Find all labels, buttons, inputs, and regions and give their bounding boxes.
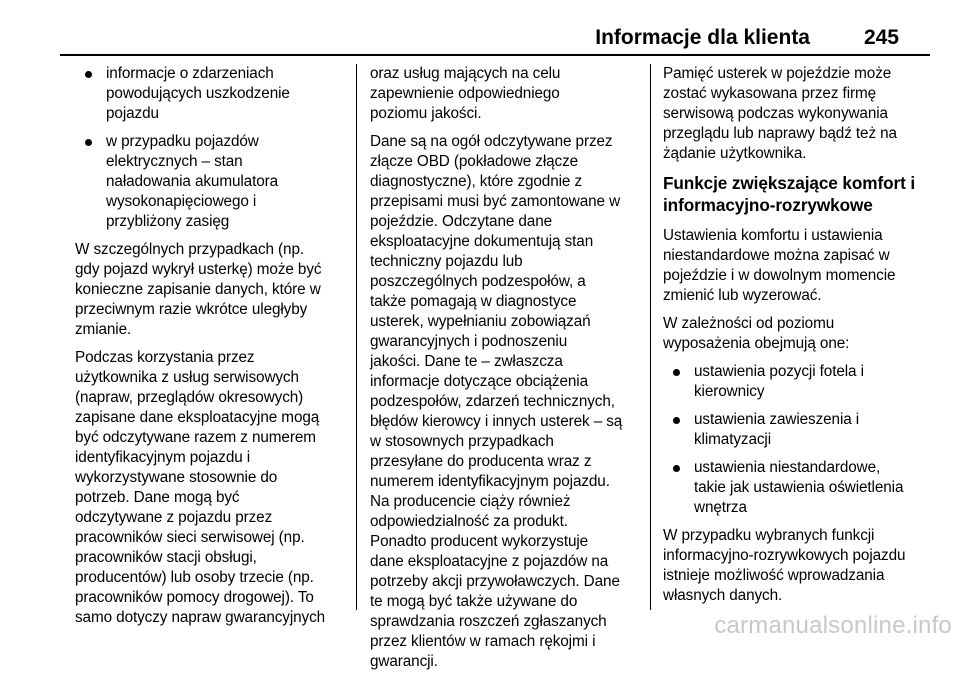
text-line: (napraw, przeglądów okresowych) bbox=[75, 389, 304, 406]
text-line: Pamięć usterek w pojeździe może bbox=[663, 65, 892, 82]
bullet-item bbox=[663, 458, 943, 518]
text-line: eksploatacyjne dokumentują stan bbox=[370, 233, 594, 250]
text-line: dane eksploatacyjne z pojazdów na bbox=[370, 553, 609, 570]
text-line: ustawienia zawieszenia i bbox=[694, 411, 860, 428]
text-line: wysokonapięciowego i bbox=[106, 193, 257, 210]
page-header bbox=[60, 24, 930, 54]
bullet-icon bbox=[673, 369, 680, 376]
text-line: zapewnienie odpowiedniego bbox=[370, 85, 560, 102]
text-line: informacyjno-rozrywkowych pojazdu bbox=[663, 547, 906, 564]
text-line: pojeździe i w dowolnym momencie bbox=[663, 267, 896, 284]
bullet-item bbox=[663, 410, 943, 450]
text-line: poziomu jakości. bbox=[370, 105, 482, 122]
text-line: błędów kierowcy i innych usterek – są bbox=[370, 413, 623, 430]
text-line: użytkownika z usług serwisowych bbox=[75, 369, 299, 386]
text-line: sprawdzania roszczeń zgłaszanych bbox=[370, 613, 607, 630]
text-line: pracowników sieci serwisowej (np. bbox=[75, 529, 305, 546]
text-line: te mogą być także używane do bbox=[370, 593, 578, 610]
text-line: pracowników stacji obsługi, bbox=[75, 549, 257, 566]
text-line: kierownicy bbox=[694, 383, 765, 400]
text-line: pojeździe. Odczytane dane bbox=[370, 213, 553, 230]
text-line: własnych danych. bbox=[663, 587, 783, 604]
text-line: oraz usług mających na celu bbox=[370, 65, 561, 82]
text-line: pracowników pomocy drogowej). To bbox=[75, 589, 314, 606]
text-line: przeciwnym razie wkrótce uległyby bbox=[75, 301, 308, 318]
text-line: ustawienia pozycji fotela i bbox=[694, 363, 864, 380]
text-line: Podczas korzystania przez bbox=[75, 349, 255, 366]
text-line: niestandardowe można zapisać w bbox=[663, 247, 890, 264]
bullet-icon bbox=[673, 417, 680, 424]
bullet-icon bbox=[85, 139, 92, 146]
bullet-icon bbox=[673, 465, 680, 472]
paragraph bbox=[663, 314, 943, 354]
text-line: gdy pojazd wykrył usterkę) może być bbox=[75, 261, 322, 278]
text-line: podzespołów, zdarzeń technicznych, bbox=[370, 393, 615, 410]
text-line: ustawienia niestandardowe, bbox=[694, 459, 881, 476]
text-line: Ponadto producent wykorzystuje bbox=[370, 533, 589, 550]
column-3 bbox=[663, 64, 943, 614]
text-line: istnieje możliwość wprowadzania bbox=[663, 567, 885, 584]
bullet-list bbox=[663, 362, 943, 518]
text-line: Na producencie ciąży również bbox=[370, 493, 571, 510]
text-line: usterek, wypełnianiu zobowiązań bbox=[370, 313, 591, 330]
bullet-item bbox=[75, 132, 350, 232]
text-line: samo dotyczy napraw gwarancyjnych bbox=[75, 609, 326, 626]
text-line: w stosownych przypadkach bbox=[370, 433, 554, 450]
text-line: zapisane dane eksploatacyjne mogą bbox=[75, 409, 320, 426]
text-line: W przypadku wybranych funkcji bbox=[663, 527, 875, 544]
text-line: przeglądu lub naprawy bądź też na bbox=[663, 125, 897, 142]
paragraph bbox=[663, 64, 943, 164]
text-line: złącze OBD (pokładowe złącze bbox=[370, 153, 579, 170]
paragraph bbox=[370, 64, 645, 124]
text-line: producentów) lub osoby trzecie (np. bbox=[75, 569, 314, 586]
text-line: także pomagają w diagnostyce bbox=[370, 293, 577, 310]
paragraph bbox=[663, 526, 943, 606]
text-line: potrzeby akcji przywoławczych. Dane bbox=[370, 573, 620, 590]
column-divider-1 bbox=[356, 64, 357, 610]
text-line: techniczny pojazdu lub bbox=[370, 253, 523, 270]
text-line: w przypadku pojazdów bbox=[106, 133, 259, 150]
text-line: diagnostyczne), które zgodnie z bbox=[370, 173, 583, 190]
text-line: informacje o zdarzeniach bbox=[106, 65, 274, 82]
text-line: takie jak ustawienia oświetlenia bbox=[694, 479, 904, 496]
text-line: przez klientów w ramach rękojmi i bbox=[370, 633, 596, 650]
text-line: wykorzystywane stosownie do bbox=[75, 469, 278, 486]
watermark: carmanualsonline.info bbox=[714, 612, 952, 639]
header-rule bbox=[60, 54, 930, 56]
text-line: naładowania akumulatora bbox=[106, 173, 279, 190]
text-line: serwisową podczas wykonywania bbox=[663, 105, 888, 122]
text-line: przesyłane do producenta wraz z bbox=[370, 453, 592, 470]
paragraph bbox=[663, 226, 943, 306]
text-line: jakości. Dane te – zwłaszcza bbox=[370, 353, 563, 370]
text-line: gwarancji. bbox=[370, 653, 438, 670]
page-number: 245 bbox=[863, 26, 899, 49]
text-line: wyposażenia obejmują one: bbox=[663, 335, 850, 352]
paragraph bbox=[75, 348, 350, 628]
text-line: W szczególnych przypadkach (np. bbox=[75, 241, 305, 258]
column-1 bbox=[75, 64, 350, 636]
text-line: być odczytywane razem z numerem bbox=[75, 429, 316, 446]
text-line: potrzeb. Dane mogą być bbox=[75, 489, 240, 506]
text-line: odpowiedzialność za produkt. bbox=[370, 513, 568, 530]
text-line: poszczególnych podzespołów, a bbox=[370, 273, 586, 290]
text-line: numerem identyfikacyjnym pojazdu. bbox=[370, 473, 610, 490]
text-line: gwarancyjnych i podnoszeniu bbox=[370, 333, 568, 350]
bullet-icon bbox=[85, 71, 92, 78]
heading-line: Funkcje zwiększające komfort i bbox=[663, 173, 916, 193]
text-line: zmianie. bbox=[75, 321, 132, 338]
text-line: przybliżony zasięg bbox=[106, 213, 230, 230]
text-line: identyfikacyjnym pojazdu i bbox=[75, 449, 251, 466]
paragraph bbox=[75, 240, 350, 340]
bullet-item bbox=[663, 362, 943, 402]
section-heading bbox=[663, 172, 943, 216]
text-line: informacje dotyczące obciążenia bbox=[370, 373, 588, 390]
text-line: Ustawienia komfortu i ustawienia bbox=[663, 227, 883, 244]
bullet-item bbox=[75, 64, 350, 124]
text-line: klimatyzacji bbox=[694, 431, 771, 448]
paragraph bbox=[370, 132, 645, 672]
text-line: odczytywane z pojazdu przez bbox=[75, 509, 273, 526]
text-line: elektrycznych – stan bbox=[106, 153, 243, 170]
column-divider-2 bbox=[650, 64, 651, 610]
page-title: Informacje dla klienta bbox=[595, 26, 810, 49]
text-line: powodujących uszkodzenie bbox=[106, 85, 290, 102]
text-line: wnętrza bbox=[694, 499, 747, 516]
text-line: zostać wykasowana przez firmę bbox=[663, 85, 877, 102]
text-line: Dane są na ogół odczytywane przez bbox=[370, 133, 613, 150]
text-line: przepisami musi być zamontowane w bbox=[370, 193, 621, 210]
text-line: konieczne zapisanie danych, które w bbox=[75, 281, 321, 298]
bullet-list bbox=[75, 64, 350, 232]
text-line: pojazdu bbox=[106, 105, 159, 122]
text-line: żądanie użytkownika. bbox=[663, 145, 807, 162]
text-line: W zależności od poziomu bbox=[663, 315, 835, 332]
text-line: zmienić lub wyzerować. bbox=[663, 287, 822, 304]
heading-line: informacyjno-rozrywkowe bbox=[663, 195, 873, 215]
column-2 bbox=[370, 64, 645, 680]
